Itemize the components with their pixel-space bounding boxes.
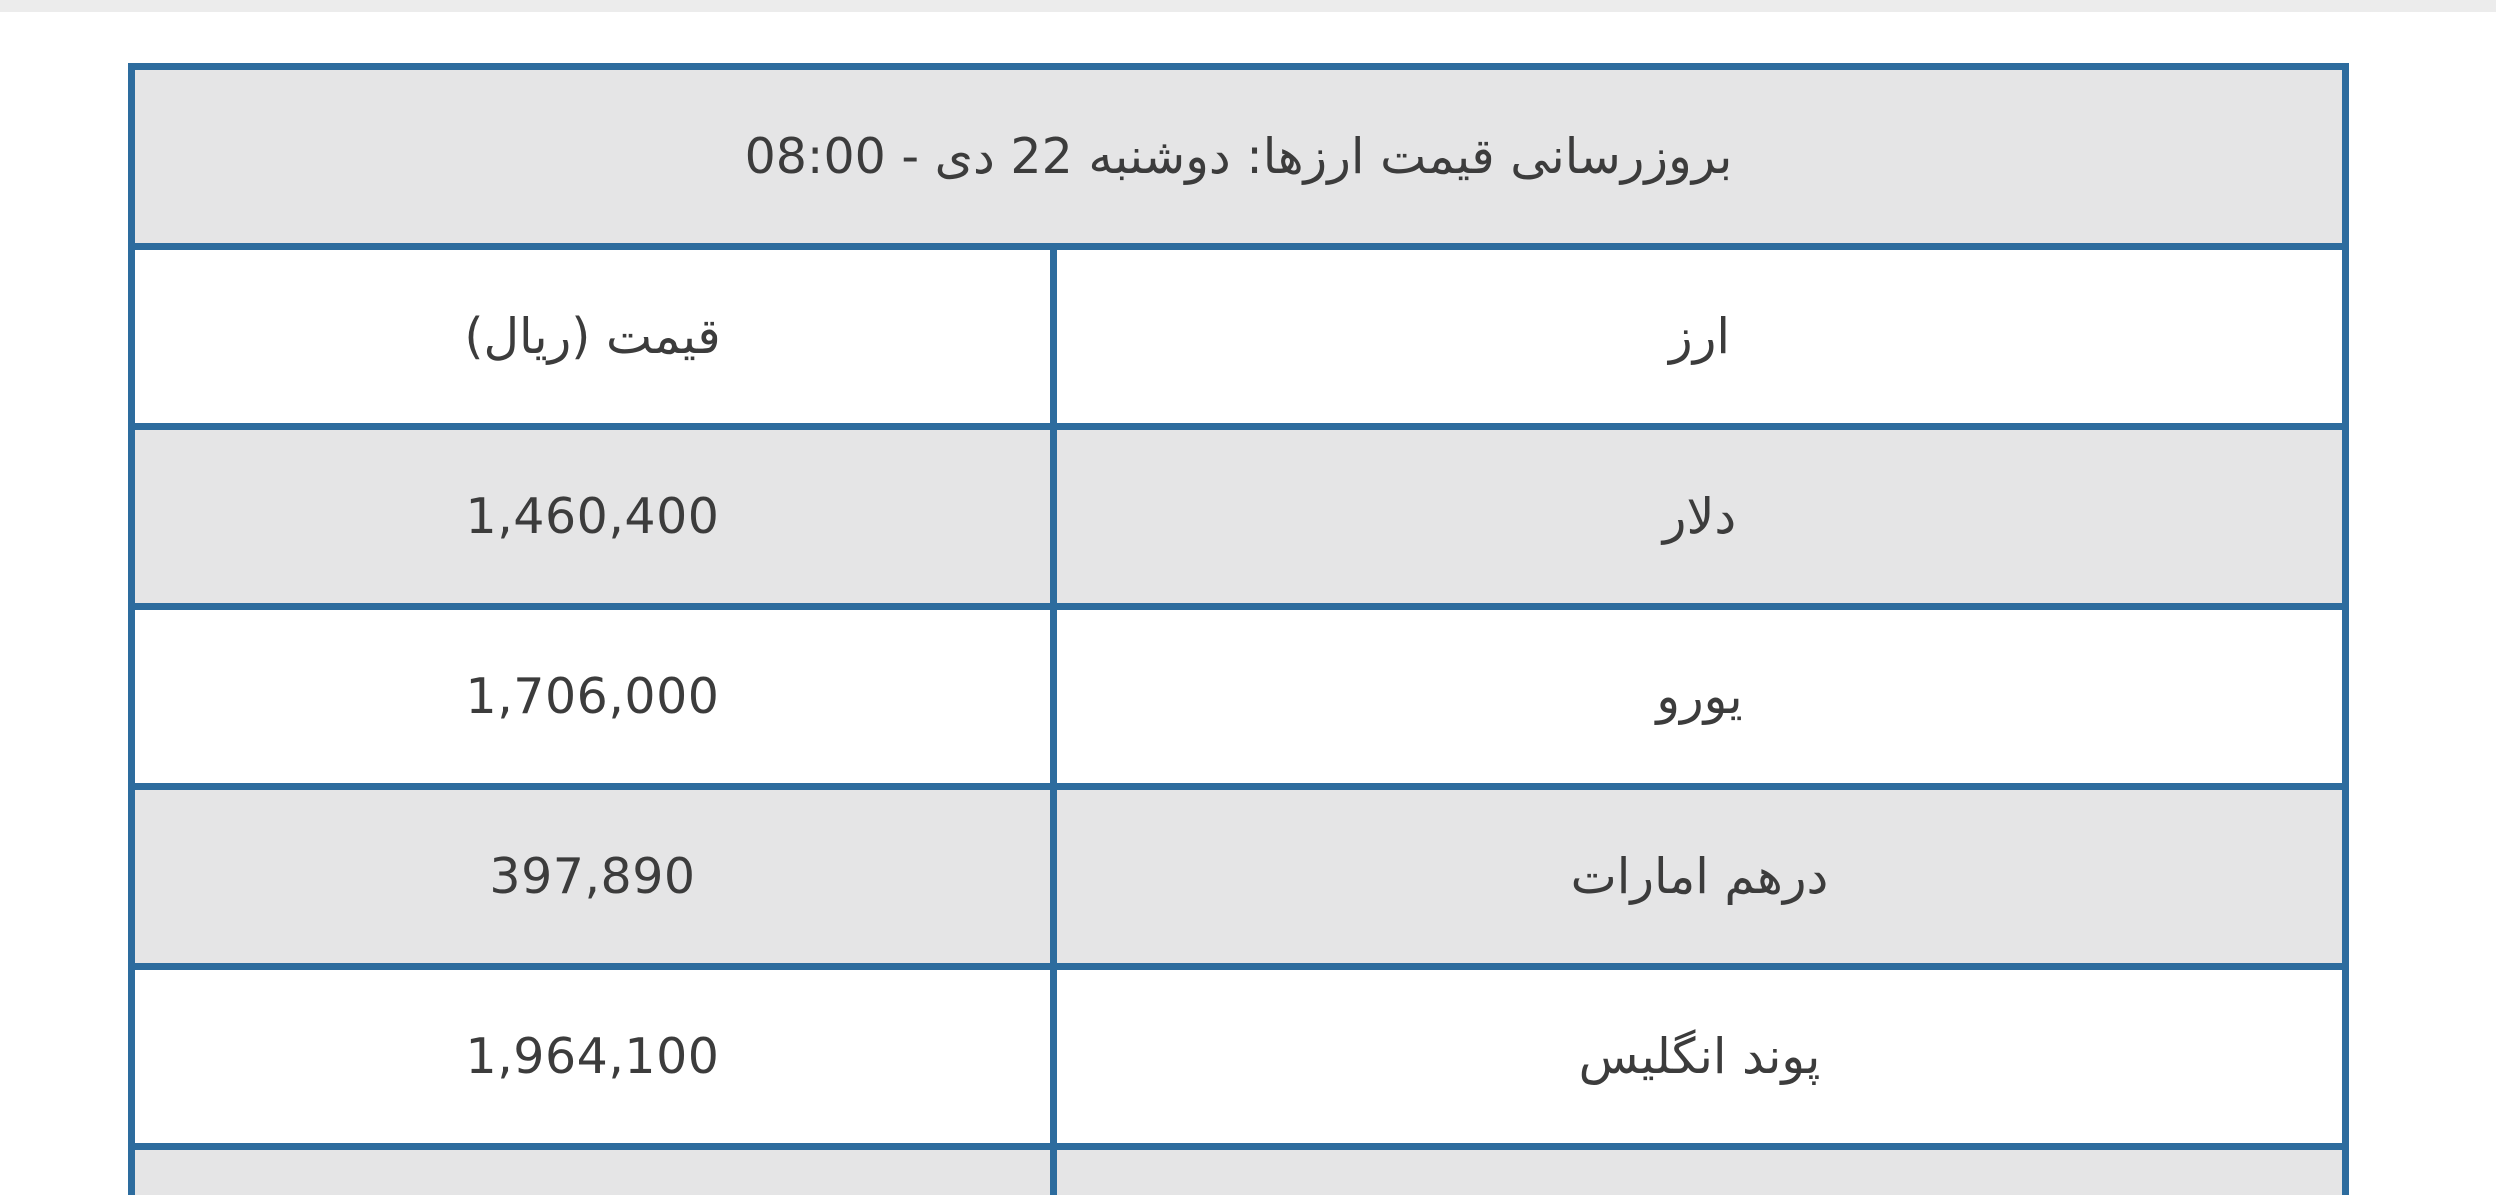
partial-row bbox=[132, 1147, 2346, 1195]
table-title-row bbox=[132, 67, 2346, 247]
currency-name: درهم امارات bbox=[1054, 787, 2346, 967]
partial-cell bbox=[132, 1147, 1054, 1195]
currency-name: یورو bbox=[1054, 607, 2346, 787]
currency-rates-table bbox=[128, 63, 2342, 1195]
top-strip bbox=[0, 0, 2496, 12]
column-header-currency: ارز bbox=[1054, 247, 2346, 427]
table-row-dollar bbox=[132, 427, 2346, 607]
table-header-row bbox=[132, 247, 2346, 427]
table-row-dirham bbox=[132, 787, 2346, 967]
table-row-pound bbox=[132, 967, 2346, 1147]
currency-name: پوند انگلیس bbox=[1054, 967, 2346, 1147]
table-row-euro bbox=[132, 607, 2346, 787]
currency-name: دلار bbox=[1054, 427, 2346, 607]
price-value: 1,706,000 bbox=[132, 607, 1054, 787]
price-value: 1,964,100 bbox=[132, 967, 1054, 1147]
table-title: بروزرسانی قیمت ارزها: دوشنبه 22 دی - 08:00 bbox=[132, 67, 2346, 247]
partial-cell bbox=[1054, 1147, 2346, 1195]
price-value: 397,890 bbox=[132, 787, 1054, 967]
column-header-price: قیمت (ریال) bbox=[132, 247, 1054, 427]
price-value: 1,460,400 bbox=[132, 427, 1054, 607]
